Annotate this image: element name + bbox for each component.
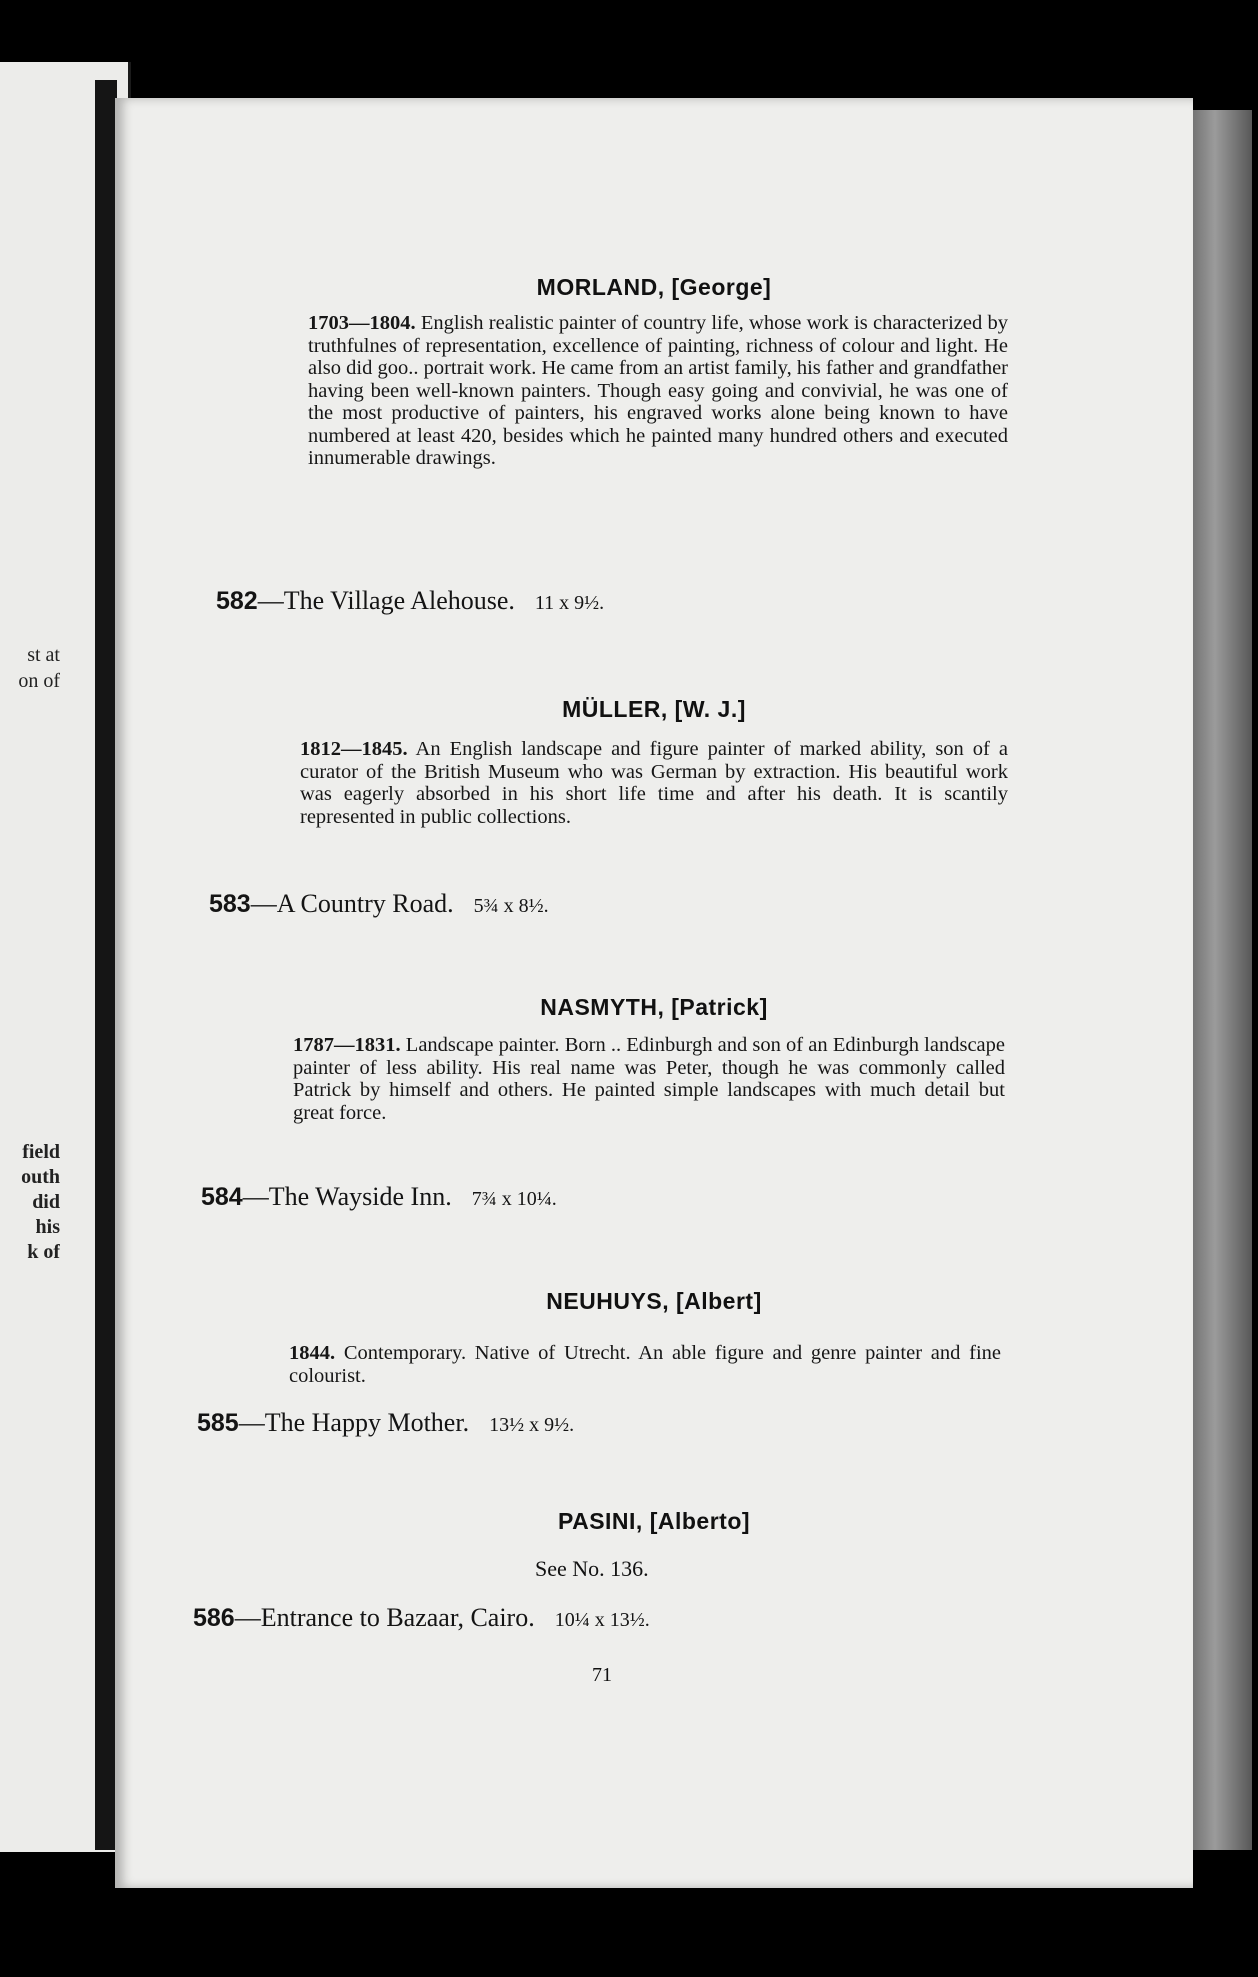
artist-dates: 1812—1845. <box>300 738 408 760</box>
artist-heading: NASMYTH, [Patrick] <box>540 994 768 1020</box>
lot-number: 582 <box>216 587 258 615</box>
left-fragment: field <box>22 1141 60 1163</box>
bio-text: Contemporary. Native of Utrecht. An able figure and genre painter and fine colourist. <box>289 1342 1001 1387</box>
left-fragment: his <box>35 1216 60 1238</box>
artist-heading: NEUHUYS, [Albert] <box>546 1288 762 1314</box>
bio-text: English realistic painter of country life, whose work is characterized by truthfulnes of representation, excellence of painting, richness of colour and light. He also did goo.. portrait work. He came from an artist family, his father and grandfather having been well-known painters. Though easy going and convivial, he was one of the most productive of painters, his engraved works alone being known to have numbered at least 420, besides which he painted many hundred others and executed innumerable drawings. <box>308 312 1008 469</box>
lot-number: 586 <box>193 1604 235 1632</box>
left-fragment: did <box>32 1191 60 1213</box>
artist-dates: 1787—1831. <box>293 1034 401 1056</box>
bio-text: An English landscape and figure painter of marked ability, son of a curator of the British Museum who was German by extraction. His beautiful work was eagerly absorbed in his short life time and after his death. It is scantily represented in public collections. <box>300 738 1008 828</box>
left-fragment: st at <box>27 644 60 666</box>
lot-number: 585 <box>197 1409 239 1437</box>
page-edge <box>1190 110 1252 1850</box>
artist-heading: MÜLLER, [W. J.] <box>562 696 746 722</box>
left-page-text-top <box>0 642 60 694</box>
lot-number: 584 <box>201 1183 243 1211</box>
left-page-text-bottom <box>0 1140 60 1265</box>
lot-size: 13½ x 9½. <box>489 1414 575 1436</box>
artist-bio <box>308 312 1008 470</box>
artist-bio <box>289 1342 1001 1387</box>
bio-text: Landscape painter. Born .. Edinburgh and son of an Edinburgh landscape painter of less ability. His real name was Peter, though he was commonly called Patrick by himself and others. He painted simple landscapes with much detail but great force. <box>293 1034 1005 1124</box>
left-fragment: on of <box>18 670 60 692</box>
left-fragment: outh <box>21 1166 60 1188</box>
cross-reference: See No. 136. <box>535 1556 649 1581</box>
lot-title: —The Village Alehouse. <box>257 586 515 615</box>
lot-size: 10¼ x 13½. <box>554 1609 650 1631</box>
lot-title: —A Country Road. <box>250 889 454 918</box>
lot-title: —The Happy Mother. <box>238 1408 470 1437</box>
catalogue-entry <box>197 1408 574 1438</box>
lot-size: 7¾ x 10¼. <box>471 1188 557 1210</box>
catalogue-entry <box>201 1182 557 1212</box>
book-gutter <box>95 80 117 1850</box>
lot-title: —The Wayside Inn. <box>242 1182 452 1211</box>
page-number: 71 <box>592 1664 612 1686</box>
lot-number: 583 <box>209 890 251 918</box>
catalogue-entry <box>216 586 604 616</box>
lot-title: —Entrance to Bazaar, Cairo. <box>234 1603 535 1632</box>
lot-size: 11 x 9½. <box>534 592 605 614</box>
artist-heading: PASINI, [Alberto] <box>557 1508 751 1534</box>
artist-bio <box>300 738 1008 828</box>
artist-dates: 1844. <box>289 1342 336 1364</box>
catalogue-entry <box>209 889 549 919</box>
artist-heading: MORLAND, [George] <box>536 274 772 300</box>
catalogue-page <box>115 98 1193 1888</box>
left-fragment: k of <box>27 1241 60 1263</box>
artist-dates: 1703—1804. <box>308 312 416 334</box>
catalogue-entry <box>193 1603 650 1633</box>
lot-size: 5¾ x 8½. <box>473 895 549 917</box>
artist-bio <box>293 1034 1005 1124</box>
